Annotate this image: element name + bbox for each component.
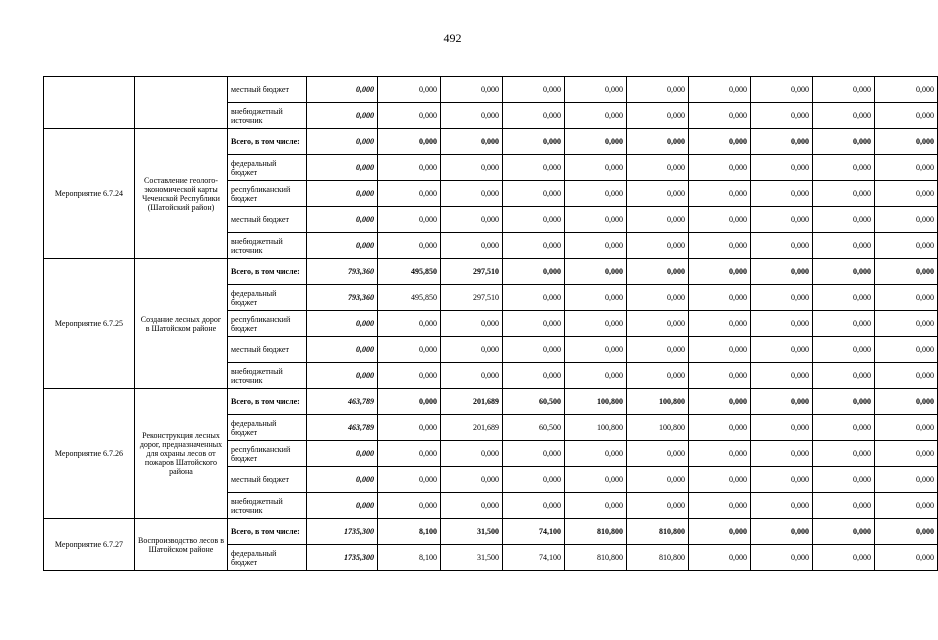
year-amount-cell: 0,000 <box>565 467 627 493</box>
year-amount-cell: 8,100 <box>378 545 441 571</box>
total-amount-cell: 0,000 <box>307 103 378 129</box>
year-amount-cell: 0,000 <box>751 77 813 103</box>
year-amount-cell: 0,000 <box>689 389 751 415</box>
year-amount-cell: 0,000 <box>441 441 503 467</box>
year-amount-cell: 0,000 <box>689 233 751 259</box>
year-amount-cell: 0,000 <box>378 363 441 389</box>
year-amount-cell: 0,000 <box>503 77 565 103</box>
year-amount-cell: 0,000 <box>813 181 875 207</box>
year-amount-cell: 0,000 <box>813 155 875 181</box>
total-amount-cell: 0,000 <box>307 233 378 259</box>
year-amount-cell: 0,000 <box>627 181 689 207</box>
year-amount-cell: 0,000 <box>378 415 441 441</box>
year-amount-cell: 0,000 <box>751 181 813 207</box>
year-amount-cell: 0,000 <box>813 259 875 285</box>
total-amount-cell: 0,000 <box>307 181 378 207</box>
funding-source-cell: федеральный бюджет <box>228 155 307 181</box>
year-amount-cell: 0,000 <box>378 181 441 207</box>
year-amount-cell: 0,000 <box>441 129 503 155</box>
year-amount-cell: 0,000 <box>378 77 441 103</box>
year-amount-cell: 0,000 <box>689 545 751 571</box>
year-amount-cell: 0,000 <box>751 285 813 311</box>
year-amount-cell: 0,000 <box>441 467 503 493</box>
year-amount-cell: 0,000 <box>813 77 875 103</box>
funding-source-cell: Всего, в том числе: <box>228 259 307 285</box>
total-amount-cell: 793,360 <box>307 259 378 285</box>
year-amount-cell: 0,000 <box>813 129 875 155</box>
year-amount-cell: 0,000 <box>503 207 565 233</box>
year-amount-cell: 0,000 <box>441 77 503 103</box>
table-row <box>44 259 938 285</box>
funding-source-cell: местный бюджет <box>228 207 307 233</box>
funding-source-cell: республиканский бюджет <box>228 311 307 337</box>
year-amount-cell: 0,000 <box>627 311 689 337</box>
year-amount-cell: 0,000 <box>627 129 689 155</box>
total-amount-cell: 463,789 <box>307 415 378 441</box>
year-amount-cell: 0,000 <box>875 311 938 337</box>
year-amount-cell: 0,000 <box>565 129 627 155</box>
year-amount-cell: 0,000 <box>565 181 627 207</box>
year-amount-cell: 0,000 <box>503 337 565 363</box>
event-name-cell: Создание лесных дорог в Шатойском районе <box>135 259 228 389</box>
year-amount-cell: 0,000 <box>378 233 441 259</box>
year-amount-cell: 0,000 <box>813 519 875 545</box>
year-amount-cell: 0,000 <box>503 493 565 519</box>
year-amount-cell: 0,000 <box>441 493 503 519</box>
year-amount-cell: 0,000 <box>689 259 751 285</box>
year-amount-cell: 0,000 <box>813 545 875 571</box>
year-amount-cell: 0,000 <box>751 311 813 337</box>
year-amount-cell: 0,000 <box>627 493 689 519</box>
year-amount-cell: 0,000 <box>875 233 938 259</box>
year-amount-cell: 0,000 <box>503 467 565 493</box>
year-amount-cell: 0,000 <box>875 103 938 129</box>
year-amount-cell: 0,000 <box>751 259 813 285</box>
year-amount-cell: 0,000 <box>441 181 503 207</box>
year-amount-cell: 0,000 <box>565 337 627 363</box>
total-amount-cell: 0,000 <box>307 129 378 155</box>
year-amount-cell: 0,000 <box>689 415 751 441</box>
year-amount-cell: 0,000 <box>441 363 503 389</box>
funding-source-cell: Всего, в том числе: <box>228 129 307 155</box>
year-amount-cell: 0,000 <box>689 337 751 363</box>
year-amount-cell: 0,000 <box>689 441 751 467</box>
year-amount-cell: 0,000 <box>813 207 875 233</box>
year-amount-cell: 0,000 <box>565 285 627 311</box>
funding-source-cell: внебюджетный источник <box>228 233 307 259</box>
year-amount-cell: 0,000 <box>751 363 813 389</box>
year-amount-cell: 0,000 <box>813 311 875 337</box>
year-amount-cell: 0,000 <box>565 311 627 337</box>
event-number-cell: Мероприятие 6.7.25 <box>44 259 135 389</box>
year-amount-cell: 0,000 <box>689 103 751 129</box>
year-amount-cell: 0,000 <box>875 493 938 519</box>
total-amount-cell: 0,000 <box>307 363 378 389</box>
budget-table-body <box>44 77 938 571</box>
year-amount-cell: 0,000 <box>627 441 689 467</box>
year-amount-cell: 0,000 <box>441 103 503 129</box>
year-amount-cell: 0,000 <box>751 519 813 545</box>
year-amount-cell: 0,000 <box>378 103 441 129</box>
funding-source-cell: внебюджетный источник <box>228 493 307 519</box>
year-amount-cell: 0,000 <box>689 285 751 311</box>
year-amount-cell: 0,000 <box>813 103 875 129</box>
year-amount-cell: 0,000 <box>441 233 503 259</box>
year-amount-cell: 0,000 <box>503 441 565 467</box>
year-amount-cell: 0,000 <box>813 285 875 311</box>
funding-source-cell: внебюджетный источник <box>228 103 307 129</box>
total-amount-cell: 0,000 <box>307 207 378 233</box>
year-amount-cell: 0,000 <box>751 207 813 233</box>
year-amount-cell: 0,000 <box>441 207 503 233</box>
year-amount-cell: 0,000 <box>813 337 875 363</box>
year-amount-cell: 0,000 <box>503 155 565 181</box>
year-amount-cell: 0,000 <box>627 467 689 493</box>
event-number-cell: Мероприятие 6.7.26 <box>44 389 135 519</box>
year-amount-cell: 0,000 <box>751 467 813 493</box>
year-amount-cell: 0,000 <box>813 441 875 467</box>
year-amount-cell: 0,000 <box>751 233 813 259</box>
year-amount-cell: 31,500 <box>441 545 503 571</box>
year-amount-cell: 60,500 <box>503 389 565 415</box>
year-amount-cell: 0,000 <box>565 233 627 259</box>
year-amount-cell: 0,000 <box>751 441 813 467</box>
year-amount-cell: 0,000 <box>751 493 813 519</box>
year-amount-cell: 810,800 <box>627 519 689 545</box>
year-amount-cell: 60,500 <box>503 415 565 441</box>
total-amount-cell: 0,000 <box>307 441 378 467</box>
year-amount-cell: 0,000 <box>503 285 565 311</box>
year-amount-cell: 0,000 <box>689 155 751 181</box>
year-amount-cell: 0,000 <box>875 337 938 363</box>
year-amount-cell: 0,000 <box>689 77 751 103</box>
year-amount-cell: 0,000 <box>751 155 813 181</box>
total-amount-cell: 0,000 <box>307 467 378 493</box>
year-amount-cell: 201,689 <box>441 389 503 415</box>
year-amount-cell: 0,000 <box>565 363 627 389</box>
page-number: 492 <box>443 31 462 45</box>
total-amount-cell: 463,789 <box>307 389 378 415</box>
year-amount-cell: 0,000 <box>751 389 813 415</box>
table-row <box>44 129 938 155</box>
year-amount-cell: 0,000 <box>503 103 565 129</box>
event-name-cell: Составление геолого-экономической карты Чеченской Республики (Шатойский район) <box>135 129 228 259</box>
year-amount-cell: 0,000 <box>689 181 751 207</box>
year-amount-cell: 0,000 <box>813 415 875 441</box>
year-amount-cell: 0,000 <box>441 311 503 337</box>
year-amount-cell: 0,000 <box>627 363 689 389</box>
year-amount-cell: 0,000 <box>565 259 627 285</box>
year-amount-cell: 0,000 <box>813 233 875 259</box>
year-amount-cell: 0,000 <box>378 155 441 181</box>
year-amount-cell: 201,689 <box>441 415 503 441</box>
table-row <box>44 77 938 103</box>
funding-source-cell: республиканский бюджет <box>228 181 307 207</box>
year-amount-cell: 0,000 <box>875 545 938 571</box>
funding-source-cell: местный бюджет <box>228 467 307 493</box>
year-amount-cell: 810,800 <box>565 545 627 571</box>
year-amount-cell: 0,000 <box>689 363 751 389</box>
year-amount-cell: 297,510 <box>441 285 503 311</box>
year-amount-cell: 0,000 <box>875 77 938 103</box>
year-amount-cell: 31,500 <box>441 519 503 545</box>
funding-source-cell: Всего, в том числе: <box>228 389 307 415</box>
year-amount-cell: 8,100 <box>378 519 441 545</box>
event-number-cell: Мероприятие 6.7.24 <box>44 129 135 259</box>
total-amount-cell: 1735,300 <box>307 519 378 545</box>
year-amount-cell: 0,000 <box>813 467 875 493</box>
year-amount-cell: 0,000 <box>378 311 441 337</box>
year-amount-cell: 297,510 <box>441 259 503 285</box>
year-amount-cell: 0,000 <box>689 493 751 519</box>
year-amount-cell: 0,000 <box>689 207 751 233</box>
year-amount-cell: 0,000 <box>875 519 938 545</box>
budget-table <box>43 76 938 571</box>
total-amount-cell: 1735,300 <box>307 545 378 571</box>
year-amount-cell: 0,000 <box>565 77 627 103</box>
funding-source-cell: местный бюджет <box>228 337 307 363</box>
year-amount-cell: 0,000 <box>441 337 503 363</box>
year-amount-cell: 100,800 <box>627 415 689 441</box>
table-row <box>44 389 938 415</box>
year-amount-cell: 0,000 <box>875 363 938 389</box>
funding-source-cell: республиканский бюджет <box>228 441 307 467</box>
year-amount-cell: 0,000 <box>875 259 938 285</box>
year-amount-cell: 0,000 <box>813 363 875 389</box>
year-amount-cell: 0,000 <box>751 103 813 129</box>
total-amount-cell: 0,000 <box>307 155 378 181</box>
year-amount-cell: 0,000 <box>378 441 441 467</box>
year-amount-cell: 74,100 <box>503 545 565 571</box>
funding-source-cell: местный бюджет <box>228 77 307 103</box>
total-amount-cell: 0,000 <box>307 77 378 103</box>
year-amount-cell: 74,100 <box>503 519 565 545</box>
year-amount-cell: 0,000 <box>627 155 689 181</box>
year-amount-cell: 0,000 <box>751 337 813 363</box>
year-amount-cell: 0,000 <box>875 285 938 311</box>
year-amount-cell: 0,000 <box>378 493 441 519</box>
year-amount-cell: 0,000 <box>875 181 938 207</box>
year-amount-cell: 0,000 <box>378 207 441 233</box>
year-amount-cell: 0,000 <box>565 493 627 519</box>
year-amount-cell: 495,850 <box>378 259 441 285</box>
year-amount-cell: 0,000 <box>875 467 938 493</box>
year-amount-cell: 100,800 <box>565 389 627 415</box>
year-amount-cell: 810,800 <box>565 519 627 545</box>
year-amount-cell: 0,000 <box>751 129 813 155</box>
year-amount-cell: 0,000 <box>503 233 565 259</box>
year-amount-cell: 810,800 <box>627 545 689 571</box>
year-amount-cell: 100,800 <box>627 389 689 415</box>
year-amount-cell: 0,000 <box>503 259 565 285</box>
year-amount-cell: 0,000 <box>689 467 751 493</box>
year-amount-cell: 0,000 <box>689 311 751 337</box>
total-amount-cell: 0,000 <box>307 493 378 519</box>
year-amount-cell: 100,800 <box>565 415 627 441</box>
table-row <box>44 519 938 545</box>
total-amount-cell: 0,000 <box>307 337 378 363</box>
funding-source-cell: внебюджетный источник <box>228 363 307 389</box>
year-amount-cell: 0,000 <box>503 181 565 207</box>
year-amount-cell: 0,000 <box>875 415 938 441</box>
year-amount-cell: 0,000 <box>565 155 627 181</box>
year-amount-cell: 0,000 <box>627 259 689 285</box>
year-amount-cell: 0,000 <box>503 129 565 155</box>
year-amount-cell: 0,000 <box>565 441 627 467</box>
year-amount-cell: 0,000 <box>565 207 627 233</box>
year-amount-cell: 0,000 <box>378 467 441 493</box>
event-name-cell <box>135 77 228 129</box>
total-amount-cell: 793,360 <box>307 285 378 311</box>
year-amount-cell: 0,000 <box>875 389 938 415</box>
funding-source-cell: федеральный бюджет <box>228 415 307 441</box>
total-amount-cell: 0,000 <box>307 311 378 337</box>
event-number-cell: Мероприятие 6.7.27 <box>44 519 135 571</box>
year-amount-cell: 0,000 <box>378 129 441 155</box>
year-amount-cell: 0,000 <box>875 155 938 181</box>
year-amount-cell: 0,000 <box>813 389 875 415</box>
year-amount-cell: 0,000 <box>378 389 441 415</box>
year-amount-cell: 495,850 <box>378 285 441 311</box>
year-amount-cell: 0,000 <box>627 77 689 103</box>
year-amount-cell: 0,000 <box>813 493 875 519</box>
year-amount-cell: 0,000 <box>378 337 441 363</box>
event-name-cell: Воспроизводство лесов в Шатойском районе <box>135 519 228 571</box>
funding-source-cell: Всего, в том числе: <box>228 519 307 545</box>
year-amount-cell: 0,000 <box>627 337 689 363</box>
year-amount-cell: 0,000 <box>627 207 689 233</box>
year-amount-cell: 0,000 <box>503 311 565 337</box>
year-amount-cell: 0,000 <box>875 129 938 155</box>
year-amount-cell: 0,000 <box>441 155 503 181</box>
year-amount-cell: 0,000 <box>565 103 627 129</box>
year-amount-cell: 0,000 <box>875 441 938 467</box>
funding-source-cell: федеральный бюджет <box>228 545 307 571</box>
year-amount-cell: 0,000 <box>689 129 751 155</box>
event-name-cell: Реконструкция лесных дорог, предназначенных для охраны лесов от пожаров Шатойского района <box>135 389 228 519</box>
year-amount-cell: 0,000 <box>503 363 565 389</box>
funding-source-cell: федеральный бюджет <box>228 285 307 311</box>
year-amount-cell: 0,000 <box>627 103 689 129</box>
year-amount-cell: 0,000 <box>875 207 938 233</box>
event-number-cell <box>44 77 135 129</box>
year-amount-cell: 0,000 <box>751 415 813 441</box>
year-amount-cell: 0,000 <box>689 519 751 545</box>
year-amount-cell: 0,000 <box>751 545 813 571</box>
year-amount-cell: 0,000 <box>627 285 689 311</box>
year-amount-cell: 0,000 <box>627 233 689 259</box>
